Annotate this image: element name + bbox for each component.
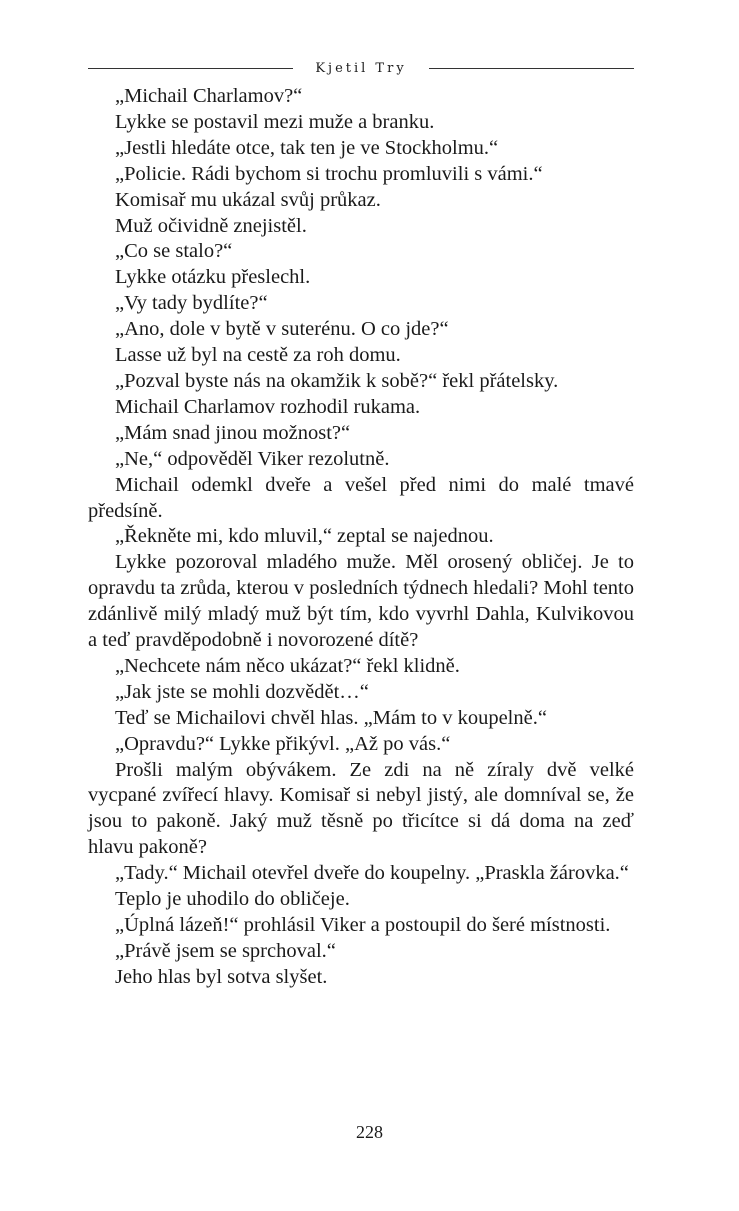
body-text (88, 84, 634, 991)
running-header-author: Kjetil Try (315, 60, 407, 76)
paragraph: „Tady.“ Michail otevřel dveře do koupelny. „Praskla žárovka.“ (115, 862, 629, 885)
paragraph: Jeho hlas byl sotva slyšet. (115, 965, 328, 988)
paragraph: Lykke se postavil mezi muže a branku. (115, 110, 435, 133)
paragraph: „Jestli hledáte otce, tak ten je ve Stockholmu.“ (115, 136, 499, 159)
paragraph: „Michail Charlamov?“ (115, 85, 303, 107)
paragraph: „Právě jsem se sprchoval.“ (115, 939, 336, 962)
paragraph: „Ano, dole v bytě v suterénu. O co jde?“ (115, 318, 449, 341)
paragraph: „Úplná lázeň!“ prohlásil Viker a postoupil do šeré místnosti. (115, 914, 611, 936)
paragraph: Komisař mu ukázal svůj průkaz. (115, 188, 381, 211)
paragraph: Teď se Michailovi chvěl hlas. „Mám to v koupelně.“ (115, 706, 547, 729)
paragraph: „Opravdu?“ Lykke přikývl. „Až po vás.“ (115, 732, 451, 755)
paragraph: „Nechcete nám něco ukázat?“ řekl klidně. (115, 654, 460, 677)
paragraph: Michail odemkl dveře a vešel před nimi do malé tmavé předsíně. (88, 473, 634, 522)
header-rule-right (429, 68, 634, 69)
paragraph: „Mám snad jinou možnost?“ (115, 421, 351, 444)
paragraph: Lasse už byl na cestě za roh domu. (115, 344, 401, 367)
paragraph: Teplo je uhodilo do obličeje. (115, 888, 350, 911)
paragraph: Muž očividně znejistěl. (115, 214, 307, 237)
header-rule-left (88, 68, 293, 69)
paragraph: Michail Charlamov rozhodil rukama. (115, 395, 421, 418)
running-header (88, 58, 634, 78)
paragraph: Lykke pozoroval mladého muže. Měl orosený obličej. Je to opravdu ta zrůda, kterou v posledních týdnech hledali? Mohl tento zdánlivě milý mladý muž být tím, kdo vyvrhl Dahla, Kulvikovou a teď pravděpodobně i novorozené dítě? (88, 551, 634, 652)
paragraph: „Policie. Rádi bychom si trochu promluvili s vámi.“ (115, 162, 543, 185)
paragraph: Prošli malým obývákem. Ze zdi na ně zíraly dvě velké vycpané zvířecí hlavy. Komisař si nebyl jistý, ale domníval se, že jsou to pakoně. Jaký muž těsně po třicítce si dá doma na zeď hlavu pakoně? (88, 758, 634, 859)
paragraph: „Pozval byste nás na okamžik k sobě?“ řekl přátelsky. (115, 369, 559, 392)
paragraph: Lykke otázku přeslechl. (115, 266, 311, 289)
page-number: 228 (356, 1122, 383, 1142)
paragraph: „Řekněte mi, kdo mluvil,“ zeptal se najednou. (115, 525, 494, 548)
paragraph: „Co se stalo?“ (115, 240, 233, 263)
paragraph: „Vy tady bydlíte?“ (115, 292, 268, 315)
paragraph: „Jak jste se mohli dozvědět…“ (115, 680, 369, 703)
paragraph: „Ne,“ odpověděl Viker rezolutně. (115, 447, 390, 470)
